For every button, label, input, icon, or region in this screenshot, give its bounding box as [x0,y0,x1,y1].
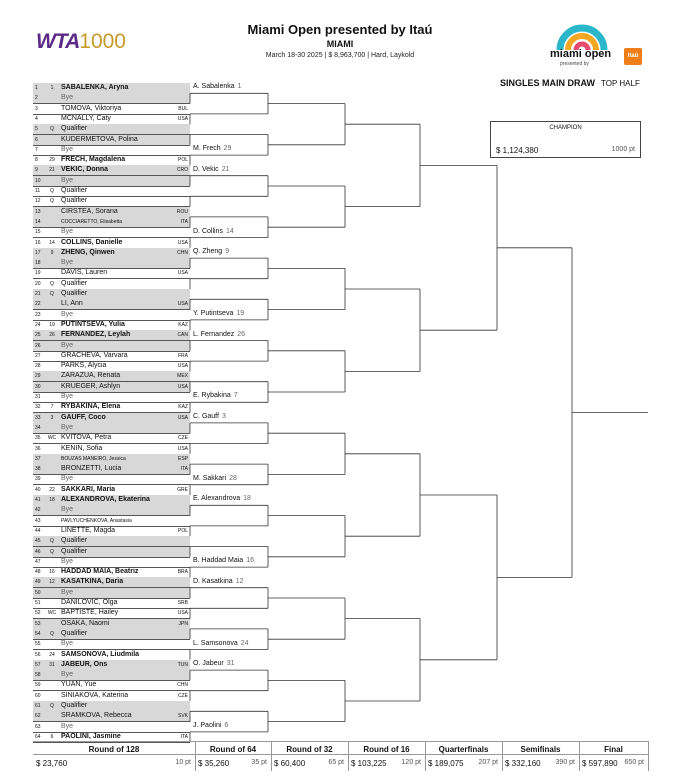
draw-position: 58 [35,672,41,679]
player-name: GAUFF, Coco [61,413,106,421]
draw-position: 21 [35,291,41,297]
draw-position: 47 [35,558,41,565]
player-name: Bye [61,228,74,236]
prize-round-cell [425,741,503,771]
seed-label: 6 [50,733,54,740]
player-name: Bye [61,393,74,400]
player-name: Qualifier [61,279,88,287]
draw-position: 42 [35,507,41,514]
player-name: BAPTISTE, Hailey [61,609,119,617]
winner-seed: 28 [229,474,237,482]
seed-label: Q [50,280,54,287]
winner-seed: 6 [224,721,229,729]
winner-name: L. Samsonova [193,639,238,647]
draw-position: 31 [35,394,41,400]
draw-position: 32 [35,404,41,411]
draw-position: 33 [35,414,41,421]
prize-money-footer [33,741,648,771]
player-name: Qualifier [61,547,88,555]
draw-position: 11 [35,188,41,194]
player-name: Bye [61,145,74,153]
player-country: USA [177,239,188,246]
player-name: SABALENKA, Aryna [61,84,129,91]
player-country: SRB [177,600,188,606]
draw-position: 56 [35,651,41,658]
player-country: KAZ [178,404,188,411]
player-name: KRUEGER, Ashlyn [61,382,121,390]
draw-position: 52 [35,610,41,617]
player-name: Bye [61,557,74,565]
seed-label: Q [50,188,54,194]
player-country: BUL [178,105,188,112]
seed-label: 21 [49,167,55,174]
player-name: PUTINTSEVA, Yulia [61,320,125,328]
player-name: DANILOVIC, Olga [61,599,118,606]
draw-position: 16 [35,239,41,246]
winner-name: D. Collins [193,227,223,235]
draw-position: 2 [35,95,38,102]
seed-label: 31 [49,661,55,668]
draw-position: 50 [35,589,41,596]
prize-round-cell [502,741,580,771]
draw-position: 28 [35,363,41,370]
round-prize: $ 23,760 [36,759,68,768]
round-name: Final [604,745,623,754]
player-name: TOMOVA, Viktoriya [61,104,122,112]
draw-position: 63 [35,723,41,730]
player-name: ZARAZUA, Renata [61,372,121,380]
champion-prize: $ 1,124,380 [496,146,539,155]
winner-name: M. Frech [193,145,221,153]
player-name: Qualifier [61,197,88,205]
draw-position: 46 [35,548,41,555]
winner-name: B. Haddad Maia [193,557,244,565]
player-name: Bye [61,94,74,102]
seed-label: WC [47,435,57,442]
seed-label: Q [50,198,54,205]
draw-position: 3 [35,105,38,112]
winner-seed: 1 [237,83,242,91]
winner-name: J. Paolini [193,721,222,729]
player-name: Bye [61,722,74,730]
winner-seed: 14 [225,227,234,235]
player-country: POL [177,527,188,534]
player-country: ITA [180,466,188,473]
seed-label: Q [50,291,54,297]
player-name: CIRSTEA, Sorana [61,207,118,215]
player-country: ROU [176,208,188,215]
draw-position: 29 [35,373,41,380]
draw-position: 1 [35,85,38,91]
winner-seed: 12 [235,577,244,585]
round-name: Round of 128 [88,745,140,754]
player-name: GRACHEVA, Varvara [61,351,128,359]
winner-name: E. Alexandrova [193,495,241,503]
tournament-info: March 18-30 2025 | $ 8,963,700 | Hard, Laykold [265,52,415,59]
seed-label: WC [47,610,57,617]
winner-name: E. Rybakina [193,392,231,400]
player-name: Qualifier [61,702,88,709]
winner-name: Q. Zheng [193,248,223,256]
player-name: BRONZETTI, Lucia [61,465,122,473]
wta-logo-number: 1000 [79,30,126,53]
player-name: KUDERMETOVA, Polina [61,135,138,143]
draw-position: 51 [35,600,41,606]
player-name: Qualifier [61,537,88,545]
draw-position: 36 [35,445,41,452]
player-name: Qualifier [61,125,88,133]
player-name: LINETTE, Magda [61,526,116,534]
player-country: CAN [177,332,188,339]
winner-name: D. Vekic [193,165,219,173]
draw-position: 17 [35,249,41,256]
winner-seed: 9 [225,248,230,256]
player-name: Qualifier [61,629,88,637]
player-country: SVK [177,713,188,720]
draw-position: 44 [35,527,41,534]
player-name: PAOLINI, Jasmine [61,732,121,740]
player-name: JABEUR, Ons [61,660,108,668]
player-name: SAKKARI, Maria [61,485,116,493]
seed-label: 1 [50,85,54,91]
seed-label: 19 [49,321,55,328]
player-name: FRECH, Magdalena [61,156,126,164]
draw-position: 35 [35,435,41,442]
round-prize: $ 60,400 [274,759,306,768]
tournament-title: Miami Open presented by Itaú [247,22,433,37]
seed-label: 3 [50,414,54,421]
winner-seed: 19 [236,309,245,317]
winner-name: C. Gauff [193,412,219,420]
round-points: 35 pt [251,759,267,766]
draw-position: 8 [35,157,38,164]
wta-logo-text: WTA [36,30,80,53]
draw-position: 40 [35,486,41,493]
seed-label: 16 [49,569,55,576]
seed-label: 7 [50,404,54,411]
draw-position: 10 [35,177,41,184]
player-country: MEX [177,373,188,380]
round-points: 390 pt [555,759,575,766]
draw-position: 22 [35,301,41,308]
player-name: YUAN, Yue [61,681,97,689]
draw-position: 62 [35,713,41,720]
round-prize: $ 597,890 [582,759,618,768]
player-name: PARKS, Alycia [61,362,107,370]
champion-points: 1000 pt [611,146,635,153]
player-name: HADDAD MAIA, Beatriz [61,568,139,576]
round-prize: $ 332,160 [505,759,541,768]
presented-by-text: presented by [560,61,589,67]
player-name: KENIN, Sofia [61,444,103,452]
player-name: Bye [61,475,74,483]
round-prize: $ 35,260 [198,759,230,768]
round-prize: $ 103,225 [351,759,387,768]
player-name: LI, Ann [61,300,83,308]
draw-position: 39 [35,476,41,483]
seed-label: Q [50,630,54,637]
round-name: Quarterfinals [438,745,489,754]
draw-position: 41 [35,497,41,503]
draw-position: 24 [35,321,41,328]
winner-name: M. Sakkari [193,474,227,482]
draw-position: 64 [35,733,41,740]
player-country: USA [177,270,188,277]
player-name: OSAKA, Naomi [61,619,110,627]
round-name: Round of 64 [209,745,257,754]
draw-position: 48 [35,569,41,576]
player-name: PAVLYUCHENKOVA, Anastasia [61,517,132,524]
draw-position: 55 [35,641,41,648]
player-name: FERNANDEZ, Leylah [61,331,131,339]
round-prize: $ 189,075 [428,759,464,768]
round-points: 10 pt [175,759,191,766]
player-country: USA [177,414,188,421]
player-country: USA [177,301,188,308]
player-name: VEKIC, Donna [61,166,109,174]
player-country: TUN [177,661,188,668]
winner-seed: 16 [246,557,254,565]
player-country: CZE [178,435,188,442]
player-name: ZHENG, Qinwen [61,248,115,256]
winner-seed: 31 [226,660,235,668]
round-name: Round of 32 [286,745,333,754]
player-country: CHN [177,682,188,689]
draw-half-label: TOP HALF [601,79,640,88]
draw-position: 20 [35,280,41,287]
player-country: ESP [177,455,188,462]
seed-label: Q [50,126,54,133]
player-country: CZE [178,692,188,699]
round-name: Semifinals [520,745,561,754]
seed-label: Q [50,538,54,545]
player-name: COLLINS, Danielle [61,238,123,246]
seed-label: 9 [50,249,54,256]
player-name: Qualifier [61,290,88,297]
player-name: Bye [61,259,74,267]
seed-label: 24 [49,651,55,658]
winner-seed: 26 [237,330,246,338]
draw-position: 15 [35,229,41,236]
player-name: Bye [61,176,74,184]
winner-seed: 18 [243,495,251,503]
winner-seed: 7 [233,392,238,400]
prize-round-cell [348,741,426,771]
draw-position: 19 [35,270,41,277]
draw-position: 27 [35,352,41,359]
draw-position: 59 [35,682,41,689]
player-name: Bye [61,640,74,648]
round-points: 120 pt [401,759,421,766]
round-points: 65 pt [328,759,344,766]
player-name: COCCIARETTO, Elisabetta [61,218,123,225]
player-name: ALEXANDROVA, Ekaterina [61,496,150,503]
seed-label: Q [50,703,54,709]
draw-position: 14 [35,218,41,225]
winner-name: A. Sabalenka [193,83,235,91]
player-country: POL [177,157,188,164]
winner-name: L. Fernandez [193,330,235,338]
player-country: USA [177,610,188,617]
player-name: Bye [61,310,74,318]
player-country: ITA [180,733,188,740]
draw-position: 53 [35,620,41,627]
player-name: BOUZAS MANEIRO, Jessica [61,455,126,462]
player-country: JPN [178,620,188,627]
draw-position: 23 [35,311,41,318]
winner-name: Y. Putintseva [193,309,234,317]
draw-position: 61 [35,703,41,709]
draw-position: 37 [35,455,41,462]
draw-position: 26 [35,342,41,349]
player-country: FRA [178,352,188,359]
player-name: Bye [61,341,74,349]
winner-name: D. Kasatkina [193,577,233,585]
draw-position: 12 [35,198,41,205]
draw-position: 45 [35,538,41,545]
prize-round-cell [579,741,649,771]
player-name: KASATKINA, Daria [61,578,124,586]
round-name: Round of 16 [363,745,410,754]
player-name: KVITOVA, Petra [61,434,112,442]
player-country: CRO [176,167,188,174]
player-name: RYBAKINA, Elena [61,403,121,411]
player-country: USA [177,115,188,122]
draw-position: 5 [35,126,38,133]
player-name: Qualifier [61,187,88,194]
player-country: BRA [177,569,188,576]
draw-position: 6 [35,136,38,143]
draw-position: 30 [35,383,41,390]
seed-label: 14 [49,239,55,246]
draw-position: 18 [35,260,41,267]
winner-seed: 3 [221,412,226,420]
draw-position: 60 [35,692,41,699]
draw-position: 9 [35,167,38,174]
player-country: KAZ [178,321,188,328]
draw-position: 38 [35,466,41,473]
draw-position: 57 [35,661,41,668]
player-country: USA [177,363,188,370]
draw-position: 43 [35,517,41,524]
prize-round-cell [271,741,349,771]
player-name: SRAMKOVA, Rebecca [61,712,132,720]
player-name: SAMSONOVA, Liudmila [61,650,140,658]
seed-label: 29 [49,157,55,164]
player-country: GRE [177,486,188,493]
seed-label: 12 [49,579,55,586]
draw-position: 4 [35,115,38,122]
prize-round-cell [33,741,196,771]
champion-label: CHAMPION [549,125,582,131]
miami-open-wordmark: miami open [550,48,612,60]
player-country: ITA [180,218,188,225]
player-name: DAVIS, Lauren [61,269,108,277]
draw-title-label: SINGLES MAIN DRAW [500,78,596,88]
draw-position: 25 [35,332,41,339]
round-points: 207 pt [478,759,498,766]
itau-logo: itaú [624,48,642,65]
draw-position: 13 [35,208,41,215]
seed-label: Q [50,548,54,555]
tournament-city: MIAMI [326,39,354,49]
prize-round-cell [195,741,272,771]
winner-seed: 24 [240,639,249,647]
player-country: CHN [177,249,188,256]
seed-label: 26 [49,332,55,339]
draw-position: 7 [35,146,38,153]
seed-label: 22 [49,486,55,493]
draw-position: 54 [35,630,41,637]
player-name: MCNALLY, Caty [61,114,111,122]
player-name: Bye [61,506,74,514]
player-name: Bye [61,423,74,431]
seed-label: 18 [49,497,55,503]
player-country: USA [177,445,188,452]
player-name: Bye [61,671,74,679]
draw-position: 49 [35,579,41,586]
winner-seed: 21 [221,165,230,173]
winner-name: O. Jabeur [193,660,224,668]
player-name: SINIAKOVA, Katerina [61,691,129,699]
winner-seed: 29 [223,145,232,153]
player-country: USA [177,383,188,390]
player-name: Bye [61,588,74,596]
draw-position: 34 [35,424,41,431]
round-points: 650 pt [624,759,644,766]
